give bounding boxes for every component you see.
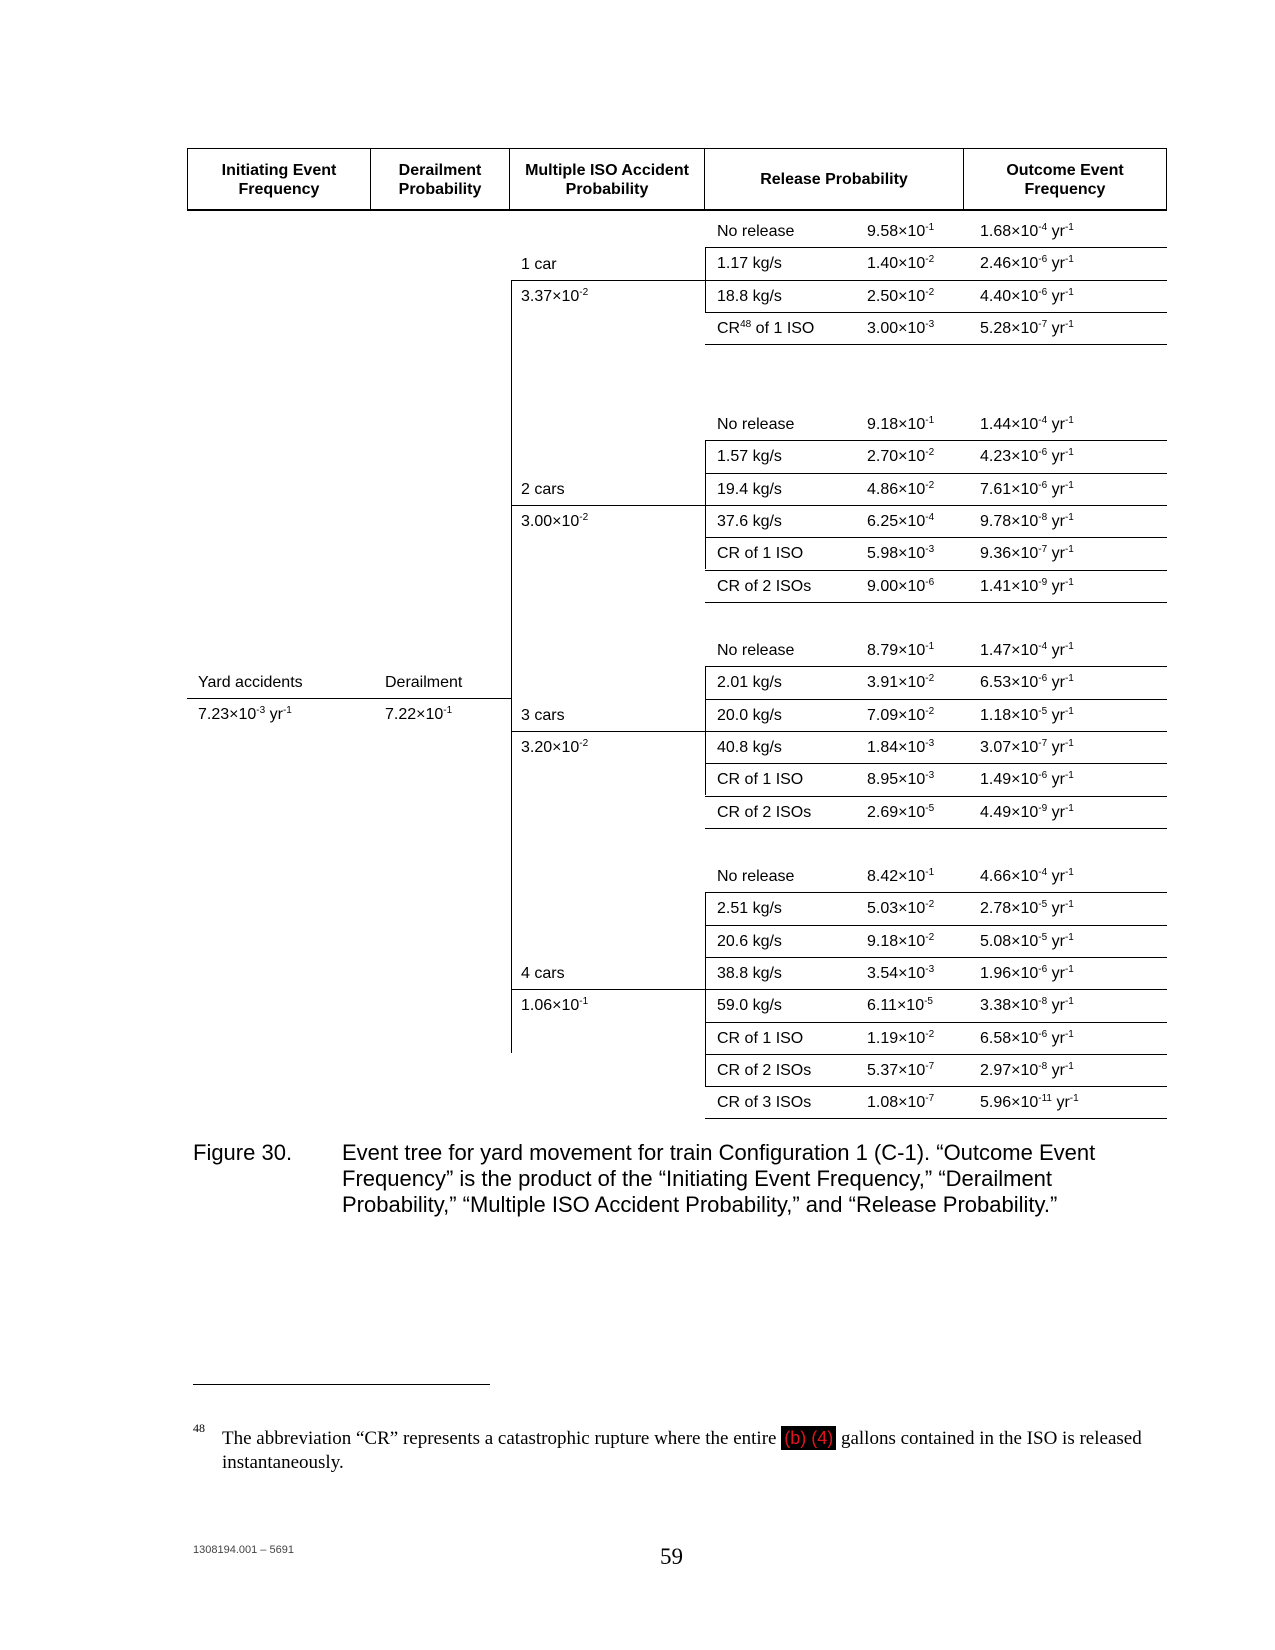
release-outcome: No release <box>717 642 795 659</box>
outcome-frequency: $5.28\times 10^{-7}$ $yr^{-1}$ <box>980 318 1074 337</box>
branch-label: 4 cars <box>521 965 565 983</box>
release-outcome: 18.8 kg/s <box>717 287 782 305</box>
header-initiating-event-frequency: Initiating Event Frequency <box>221 161 337 198</box>
outcome-frequency: $9.78\times 10^{-8}$ $yr^{-1}$ <box>980 511 1074 530</box>
release-connector <box>705 666 706 795</box>
release-outcome: 1.17 kg/s <box>717 255 782 273</box>
outcome-frequency: $2.78\times 10^{-5}$ $yr^{-1}$ <box>980 899 1074 918</box>
release-outcome: No release <box>717 868 795 885</box>
release-connector <box>705 247 706 312</box>
document-id: 1308194.001 – 5691 <box>193 1544 294 1556</box>
footnote-rule <box>193 1384 490 1385</box>
outcome-frequency: $1.41\times 10^{-9}$ $yr^{-1}$ <box>980 576 1074 595</box>
row-divider <box>705 1054 1167 1055</box>
release-outcome: CR of 1 ISO <box>717 771 804 789</box>
release-probability: $2.69\times 10^{-5}$ <box>867 802 935 821</box>
outcome-frequency: $1.47\times 10^{-4}$ $yr^{-1}$ <box>980 641 1074 659</box>
outcome-frequency: $1.68\times 10^{-4}$ $yr^{-1}$ <box>980 222 1074 240</box>
row-divider <box>705 344 1167 345</box>
row-divider <box>705 247 1167 248</box>
branch-line <box>511 505 705 506</box>
row-divider <box>705 763 1167 764</box>
release-outcome: No release <box>717 223 795 240</box>
row-divider <box>705 666 1167 667</box>
outcome-frequency: $4.40\times 10^{-6}$ $yr^{-1}$ <box>980 286 1074 305</box>
release-probability: $2.70\times 10^{-2}$ <box>867 447 935 466</box>
outcome-frequency: $4.49\times 10^{-9}$ $yr^{-1}$ <box>980 802 1074 821</box>
release-outcome: 37.6 kg/s <box>717 512 782 530</box>
outcome-frequency: $5.08\times 10^{-5}$ $yr^{-1}$ <box>980 931 1074 950</box>
outcome-frequency: $3.38\times 10^{-8}$ $yr^{-1}$ <box>980 996 1074 1015</box>
outcome-frequency: $2.97\times 10^{-8}$ $yr^{-1}$ <box>980 1060 1074 1079</box>
footnote-text-after: gallons contained in the ISO is released instantaneously. <box>222 1428 1142 1473</box>
release-probability: $6.11\times 10^{-5}$ <box>867 996 933 1015</box>
release-outcome: 1.57 kg/s <box>717 448 782 466</box>
release-probability: $3.54\times 10^{-3}$ <box>867 963 935 982</box>
outcome-frequency: $4.23\times 10^{-6}$ $yr^{-1}$ <box>980 447 1074 466</box>
branch-label: 2 cars <box>521 480 565 498</box>
branch-line <box>511 280 705 281</box>
release-outcome: 19.4 kg/s <box>717 480 782 498</box>
derailment-probability: $7.22\times 10^{-1}$ <box>385 705 453 723</box>
outcome-frequency: $1.18\times 10^{-5}$ $yr^{-1}$ <box>980 705 1074 724</box>
outcome-frequency: $5.96\times 10^{-11}$ $yr^{-1}$ <box>980 1093 1079 1112</box>
release-probability: $5.98\times 10^{-3}$ <box>867 544 935 563</box>
header-outcome-event-frequency: Outcome Event Frequency <box>963 149 1166 210</box>
release-probability: $5.03\times 10^{-2}$ <box>867 899 935 918</box>
release-probability: $9.18\times 10^{-2}$ <box>867 931 935 950</box>
row-divider <box>705 537 1167 538</box>
row-divider <box>705 1022 1167 1023</box>
branch-probability: $3.00\times 10^{-2}$ <box>521 511 589 530</box>
release-connector <box>705 440 706 569</box>
row-divider <box>705 699 1167 700</box>
release-probability: $6.25\times 10^{-4}$ <box>867 511 935 530</box>
release-outcome: 40.8 kg/s <box>717 738 782 756</box>
header-release-probability: Release Probability <box>704 149 963 210</box>
outcome-frequency: $2.46\times 10^{-6}$ $yr^{-1}$ <box>980 254 1074 273</box>
row-divider <box>705 440 1167 441</box>
footnote-number: 48 <box>193 1421 205 1435</box>
outcome-frequency: $4.66\times 10^{-4}$ $yr^{-1}$ <box>980 867 1074 885</box>
row-divider <box>705 731 1167 732</box>
release-outcome: 20.6 kg/s <box>717 932 782 950</box>
row-divider <box>705 505 1167 506</box>
row-divider <box>705 925 1167 926</box>
header-derailment-probability: Derailment Probability <box>370 149 509 210</box>
row-divider <box>705 602 1167 603</box>
table-header <box>187 148 1167 211</box>
row-divider <box>705 280 1167 281</box>
release-connector <box>705 892 706 1086</box>
release-probability: $8.79\times 10^{-1}$ <box>867 641 935 659</box>
release-outcome: No release <box>717 416 795 433</box>
footnote-text <box>222 1426 1162 1475</box>
row-divider <box>705 796 1167 797</box>
outcome-frequency: $9.36\times 10^{-7}$ $yr^{-1}$ <box>980 544 1074 563</box>
release-probability: $9.18\times 10^{-1}$ <box>867 415 935 433</box>
release-probability: $9.58\times 10^{-1}$ <box>867 222 935 240</box>
row-divider <box>705 1086 1167 1087</box>
release-probability: $3.91\times 10^{-2}$ <box>867 673 935 692</box>
release-probability: $2.50\times 10^{-2}$ <box>867 286 935 305</box>
release-probability: $8.95\times 10^{-3}$ <box>867 770 935 789</box>
release-outcome: 20.0 kg/s <box>717 706 782 724</box>
branch-label: 3 cars <box>521 706 565 724</box>
release-outcome: CR of 1 ISO <box>717 1029 804 1047</box>
release-probability: $1.40\times 10^{-2}$ <box>867 254 935 273</box>
release-probability: $9.00\times 10^{-6}$ <box>867 576 935 595</box>
branch-line <box>511 989 705 990</box>
branch-trunk <box>511 280 512 1054</box>
release-outcome: CR of 3 ISOs <box>717 1094 812 1112</box>
branch-line <box>511 731 705 732</box>
branch-label: 1 car <box>521 255 557 273</box>
footnote-text-before: The abbreviation “CR” represents a catastrophic rupture where the entire <box>222 1428 777 1449</box>
derailment-label: Derailment <box>385 674 463 691</box>
outcome-frequency: $1.49\times 10^{-6}$ $yr^{-1}$ <box>980 770 1074 789</box>
row-divider <box>705 957 1167 958</box>
release-probability: $4.86\times 10^{-2}$ <box>867 479 935 498</box>
release-outcome: 2.51 kg/s <box>717 900 782 918</box>
release-probability: $3.00\times 10^{-3}$ <box>867 318 935 337</box>
figure-label: Figure 30. <box>193 1140 293 1165</box>
release-probability: $5.37\times 10^{-7}$ <box>867 1060 935 1079</box>
outcome-frequency: $6.58\times 10^{-6}$ $yr^{-1}$ <box>980 1028 1074 1047</box>
branch-probability: $3.20\times 10^{-2}$ <box>521 737 589 756</box>
row-divider <box>705 312 1167 313</box>
release-probability: $1.19\times 10^{-2}$ <box>867 1028 935 1047</box>
branch-probability: $3.37\times 10^{-2}$ <box>521 286 589 305</box>
release-probability: $1.84\times 10^{-3}$ <box>867 737 935 756</box>
release-probability: $1.08\times 10^{-7}$ <box>867 1093 935 1112</box>
release-outcome: CR of 2 ISOs <box>717 1061 812 1079</box>
header-multiple-iso-accident-probability: Multiple ISO Accident Probability <box>509 149 704 210</box>
release-outcome: 38.8 kg/s <box>717 964 782 982</box>
outcome-frequency: $1.96\times 10^{-6}$ $yr^{-1}$ <box>980 963 1074 982</box>
row-divider <box>705 989 1167 990</box>
outcome-frequency: $6.53\times 10^{-6}$ $yr^{-1}$ <box>980 673 1074 692</box>
release-outcome: CR of 2 ISOs <box>717 577 812 595</box>
release-outcome: 59.0 kg/s <box>717 997 782 1015</box>
release-outcome: CR of 2 ISOs <box>717 803 812 821</box>
initiating-frequency: $7.23\times 10^{-3}$ $yr^{-1}$ <box>198 705 292 723</box>
figure-caption: Event tree for yard movement for train Configuration 1 (C-1). “Outcome Event Frequency” is the product of the “Initiating Event Frequency,” “Derailment Probability,” “Multiple ISO Accident Probability,” and “Release Probability.” <box>342 1140 1096 1217</box>
row-divider <box>705 828 1167 829</box>
release-outcome: 2.01 kg/s <box>717 674 782 692</box>
release-probability: $8.42\times 10^{-1}$ <box>867 867 935 885</box>
release-probability: $7.09\times 10^{-2}$ <box>867 705 935 724</box>
page-number: 59 <box>660 1544 683 1569</box>
row-divider <box>705 892 1167 893</box>
redaction-mark: (b) (4) <box>781 1426 836 1450</box>
release-outcome: CR$^{48}$ of 1 ISO <box>717 318 815 337</box>
release-outcome: CR of 1 ISO <box>717 545 804 563</box>
outcome-frequency: $1.44\times 10^{-4}$ $yr^{-1}$ <box>980 415 1074 433</box>
row-divider <box>705 570 1167 571</box>
initiating-label: Yard accidents <box>198 674 303 691</box>
initiating-line <box>187 698 511 699</box>
row-divider <box>705 473 1167 474</box>
branch-probability: $1.06\times 10^{-1}$ <box>521 996 589 1015</box>
row-divider <box>705 1118 1167 1119</box>
outcome-frequency: $3.07\times 10^{-7}$ $yr^{-1}$ <box>980 737 1074 756</box>
outcome-frequency: $7.61\times 10^{-6}$ $yr^{-1}$ <box>980 479 1074 498</box>
